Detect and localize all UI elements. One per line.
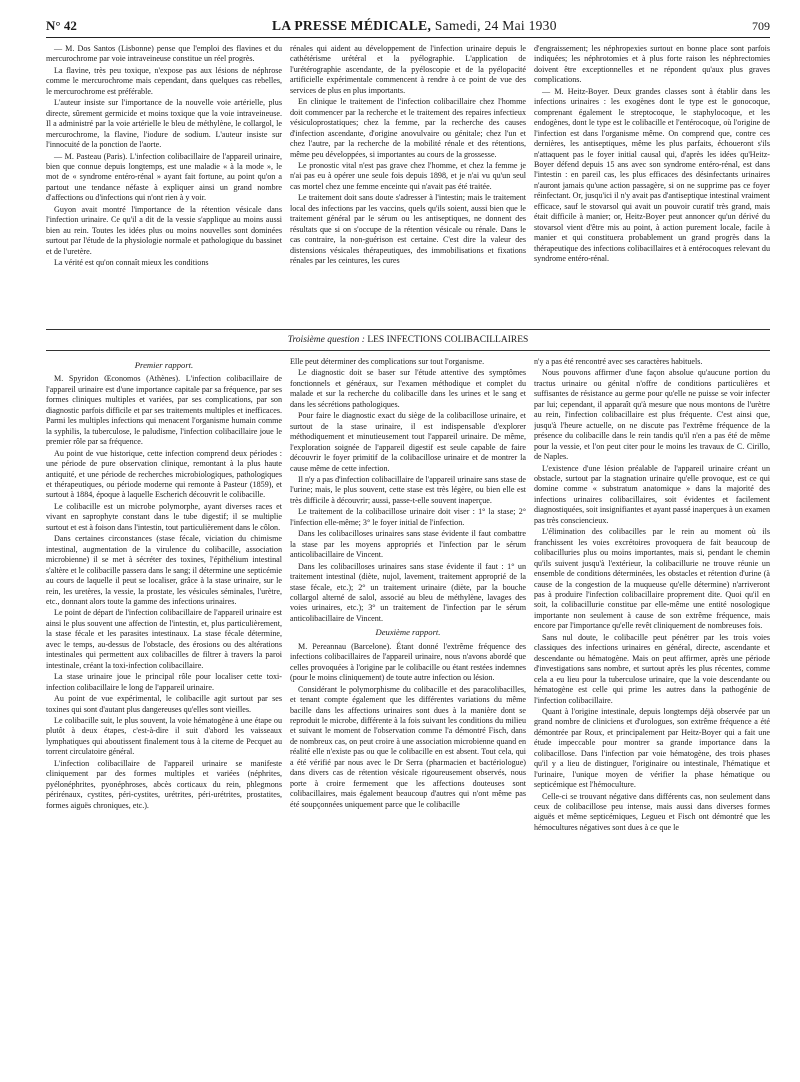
journal-title-line — [272, 18, 557, 34]
paragraph: rénales qui aident au développement de l'infection urinaire depuis le cathétérisme urétéral et la pyélographie. L'application de l'urétérographie ascendante, de la pyéloscopie et de la pyélopacité artificielle expérimentale commencent à rendre à ce point de vue des services de plus en plus importants. — [290, 44, 526, 95]
paragraph: Considérant le polymorphisme du colibacille et des paracolibacilles, et tenant compte également que les différentes variations du même bacille dans les affections urinaires sont dues à la manière dont se reproduit le microbe, différente à la fois suivant les conditions du milieu et suivant le moment de l'observation comme l'a démontré Fisch, dans de nombreux cas, on peut croire à une association microbienne quand en réalité elle n'existe pas ou que le colibacille en est absent. Tout cela, qui a été vérifié par nous avec le Dr Serra (pharmacien et bactériologue) dans divers cas de rétention vésicale rigoureusement observés, nous porte à croire fermement que les affections douteuses sont colibacillaires, mais également beaucoup d'autres qui n'ont même pas été soupçonnées uniquement parce que le colibacille — [290, 684, 526, 809]
paragraph: Le traitement de la colibacillose urinaire doit viser : 1° la stase; 2° l'infection elle-même; 3° le foyer initial de l'infection. — [290, 507, 526, 527]
paragraph: — M. Dos Santos (Lisbonne) pense que l'emploi des flavines et du mercurochrome par voie intraveineuse constitue un réel progrès. — [46, 44, 282, 64]
page-number: 709 — [751, 19, 770, 33]
paragraph: L'élimination des colibacilles par le rein au moment où ils franchissent les voies excrétoires provoquera de fait beaucoup de colibacilluries plus ou moins importantes, mais si, pendant le chemin qu'ils suivent jusqu'à l'extérieur, la colibacillurie ne trouve réunie un ensemble de conditions déterminées, les obstacles et rétention d'urine (à cause de la congestion de la muqueuse qu'elle détermine) n'arriveront pas à produire l'infection colibacillaire proprement dite. Quoi qu'il en soit, la colibacillurie constitue par elle-même une entité nosologique importante non seulement à cause de son extrême fréquence, mais encore par l'importance qu'elle revêt cliniquement de nombreuses fois. — [534, 527, 770, 631]
paragraph: Le traitement doit sans doute s'adresser à l'intestin; mais le traitement local des infections par les vaccins, quels qu'ils soient, aussi bien que le traitement général par le sérum ou les antiseptiques, ne donnent des résultats que si on s'occupe de la rétention vésicale ou rénale. Dans le cas contraire, la non-guérison est certaine. C'est dire la valeur des distensions vésicales thérapeutiques, des immobilisations et fixations rénales par les ceintures, les cures — [290, 193, 526, 266]
section-heading — [46, 329, 770, 351]
paragraph: L'infection colibacillaire de l'appareil urinaire se manifeste cliniquement par des formes multiples et variées (néphrites, pyélonéphrites, pyonéphroses, abcès corticaux du rein, phlegmons périrénaux, cystites, péri-cystites, urétrites, péri-urétrites, prostatites, formes aiguës chroniques, etc.). — [46, 758, 282, 810]
top-columns — [46, 44, 770, 327]
paragraph: Il n'y a pas d'infection colibacillaire de l'appareil urinaire sans stase de l'urine; mais, le plus souvent, cette stase est très légère, ou bien elle est très difficile à découvrir; aussi, passe-t-elle souvent inaperçue. — [290, 474, 526, 505]
paragraph: — M. Pasteau (Paris). L'infection colibacillaire de l'appareil urinaire, bien que connue depuis longtemps, est une maladie « à la mode », le mot de « syndrome entéro-rénal » ayant fait fortune, au point qu'on a partout une tendance néfaste à expliquer ainsi un grand nombre d'affections ou d'infections qui n'ont rien à y voir. — [46, 151, 282, 203]
paragraph: Elle peut déterminer des complications sur tout l'organisme. — [290, 357, 485, 366]
paragraph: Nous pouvons affirmer d'une façon absolue qu'aucune portion du tractus urinaire ou génital n'offre de conditions particulières et suffisantes de résistance au germe pour qu'elle ne puisse se voir infecter par lui; cependant, il apparaît qu'à mesure que nous montons de l'urètre au rein, l'infection colibacillaire est plus fréquente. C'est ainsi que, jusqu'à l'heure actuelle, on ne discute pas l'extrême fréquence de la présence du colibacille dans le rein tandis qu'il n'en a pas été de même pour la vessie, et l'on peut citer pour le moins les travaux de C. Cirillo, de Naples. — [534, 368, 770, 462]
report-heading: Deuxième rapport. — [375, 627, 441, 638]
paragraph: Au point de vue historique, cette infection comprend deux périodes : une période de pure observation clinique, remontant à la plus haute antiquité, et une période de recherches microbiologiques, pathologiques et thérapeutiques, ou période moderne qui remonte à Pasteur (1859), et surtout à 1884, époque à laquelle Escherich découvrit le colibacille. — [46, 448, 282, 500]
paragraph: d'engraissement; les néphropexies surtout en bonne place sont parfois indiquées; les néphrotomies et à plus forte raison les néphrectomies doivent être exceptionnelles et ne répondent qu'aux plus graves complications. — [534, 44, 770, 85]
paragraph: Dans les colibacilloses urinaires sans stase évidente il faut combattre la stase par les moyens appropriés et l'infection par le sérum anticolibacillaire de Vincent. — [290, 529, 526, 560]
section-label: Troisième question : — [287, 335, 365, 345]
paragraph: Le diagnostic doit se baser sur l'étude attentive des symptômes fonctionnels et généraux, sur l'examen méthodique et complet du malade et sur la recherche du colibacille dans les urines et le sang et dans les sécrétions pathologiques. — [290, 368, 526, 409]
paragraph: Dans certaines circonstances (stase fécale, viciation du chimisme intestinal, augmentation de la virulence du colibacille, association microbienne) il se met à sécréter des toxines, l'épithélium intestinal s'altère et le colibacille passera dans le sang; il détermine une septicémie au cours de laquelle il peut se localiser, grâce à la stase urinaire, sur le rein, les uretères, la vessie, la prostate, les vésicules séminales, l'urètre, etc., donnant alors toute la gamme des infections urinaires. — [46, 534, 282, 606]
section-title: LES INFECTIONS COLIBACILLAIRES — [367, 335, 529, 345]
paragraph: M. Pereannau (Barcelone). Étant donné l'extrême fréquence des infections colibacillaires de l'appareil urinaire, nous n'avons abordé que celles provoquées à l'origine par le colibacille ou étant restées indemnes (pour le moins cliniquement) de toute autre infection ou lésion. — [290, 641, 526, 683]
paragraph: Le pronostic vital n'est pas grave chez l'homme, et chez la femme je n'ai pas eu à opérer une seule fois depuis 1898, et je n'ai vu qu'un seul cas mortel chez une femme enceinte qui n'avait pas été traitée. — [290, 160, 526, 191]
paragraph: Le colibacille suit, le plus souvent, la voie hématogène à une étape ou plutôt à deux étapes, c'est-à-dire il suit d'abord les vaisseaux lymphatiques qui aboutissent finalement tous à la citerne de Pecquet au torrent circulatoire général. — [46, 715, 282, 757]
bottom-column-1 — [46, 357, 282, 1062]
paragraph: En clinique le traitement de l'infection colibacillaire chez l'homme doit commencer par la recherche et le traitement des repaires infectieux vésiculoprostatiques; chez la femme, par la recherche des causes d'infection ascendante, d'origine anovulvaire ou génitale; chez l'un et chez l'autre, par la recherche de la mobilité rénale et des rétentions, même peu développées, si importantes au cours de la grossesse. — [290, 97, 526, 159]
paragraph: Quant à l'origine intestinale, depuis longtemps déjà observée par un grand nombre de cliniciens et d'urologues, son extrême fréquence a été démontrée par Roux, et principalement par Heitz-Boyer qui a fait une étude impeccable pour montrer sa grande importance dans la colibacillose. Dans l'infection par voie hématogène, des trois phases qu'il y a lieu de distinguer, l'originaire ou intestinale, l'hématique et l'urinaire, l'unique moyen de vérifier la phase hématique ou septicémique est l'hémoculture. — [534, 706, 770, 790]
top-column-3 — [534, 44, 770, 327]
paragraph: Le colibacille est un microbe polymorphe, ayant diverses races et vivant en saprophyte constant dans le tube digestif; il se multiplie surtout et est à foison dans l'intestin, tout particulièrement dans le côlon. — [46, 501, 282, 532]
bottom-columns — [46, 357, 770, 1062]
bottom-column-3 — [534, 357, 770, 1062]
paragraph: — M. Heitz-Boyer. Deux grandes classes sont à établir dans les infections urinaires : les exogènes dont le type est le gonocoque, comprenant également le streptocoque, le staphylocoque, et les endogènes, dont le type est le colibacille et l'entérocoque, où l'origine de l'infection est dans l'organisme même. On comprend que, contre ces dernières, les antiseptiques, même les plus parfaits, échoueront s'ils n'attaquent pas le foyer initial causal qui, d'après les idées qu'Heitz-Boyer défend depuis 15 ans avec son syndrome entéro-rénal, est dans l'intestin : en pareil cas, les plus efficaces des désinfectants urinaires n'auront jamais qu'une action passagère, si on ne supprime pas ce foyer réinfectant. Or, jusqu'ici il n'y avait pas d'antiseptique intestinal vraiment efficace, sauf le stovarsol qui avait un pouvoir curatif très grand, mais était difficile à manier; or, Heitz-Boyer peut annoncer qu'un dérivé du stovarsol vient d'être mis au point, à action purement locale, facile à manier et qui constituera probablement un grand progrès dans la thérapeutique des infections colibacillaires et à entérocoques relevant du syndrome entéro-rénal. — [534, 86, 770, 264]
top-column-1 — [46, 44, 282, 327]
paragraph: Celle-ci se trouvant négative dans différents cas, non seulement dans ceux de colibacillose peu intense, mais aussi dans diverses formes aiguës et même septicémiques, Legueu et Fisch ont démontré que les hémocultures négatives sont dues à ce que le — [534, 791, 770, 832]
issue-number: N° 42 — [46, 18, 77, 33]
paragraph: Guyon avait montré l'importance de la rétention vésicale dans l'infection urinaire. Ce qu'il a dit de la vessie s'applique au moins aussi bien au rein. Toutes les idées plus ou moins nouvelles sont dominées surtout par l'étude de la physiologie normale et pathologique du bassinet et de l'uretère. — [46, 204, 282, 256]
paragraph: La flavine, très peu toxique, n'expose pas aux lésions de néphrose comme le mercurochrome mais cependant, dans quelques cas rebelles, le mercurochrome est préférable. — [46, 65, 282, 96]
paragraph: M. Spyridon Œconomos (Athènes). L'infection colibacillaire de l'appareil urinaire est d'une importance capitale par sa fréquence, par ses formes cliniques multiples et variées, par ses complications, par son diagnostic parfois difficile et par ses traitements multiples et inefficaces. Parmi les multiples infections qui menacent l'organisme humain comme la syphilis, la tuberculose, le paludisme, l'infection colibacillaire joue le premier rôle par sa fréquence. — [46, 374, 282, 447]
top-column-2 — [290, 44, 526, 327]
paragraph: La vérité est qu'on connaît mieux les conditions — [54, 258, 209, 268]
paragraph: L'existence d'une lésion préalable de l'appareil urinaire créant un obstacle, surtout par la stagnation urinaire qu'elle provoque, est ce qui domine comme « substratum anatomique » dans la majorité des infections urinaires colibacillaires, soit évidentes et facilement diagnostiquées, soit insignifiantes et ayant passé inaperçues à un examen pas très consciencieux. — [534, 463, 770, 525]
journal-page — [46, 18, 770, 1068]
masthead — [46, 18, 770, 38]
paragraph: Au point de vue expérimental, le colibacille agit surtout par ses toxines qui sont d'autant plus dangereuses qu'elles sont vieilles. — [46, 694, 282, 714]
journal-title: LA PRESSE MÉDICALE, — [272, 18, 432, 33]
report-heading: Premier rapport. — [134, 360, 194, 370]
bottom-column-2 — [290, 357, 526, 1062]
paragraph: Dans les colibacilloses urinaires sans stase évidente il faut : 1° un traitement intestinal (diète, nujol, lavement, traitement approprié de la stase fécale, etc.); 2° un traitement urinaire (diète, par la bouche collargol alterné de salol, associé au bleu de méthylène, lavages des voies urinaires, etc.); 3° un traitement de l'infection par le sérum anticolibacillaire de Vincent. — [290, 561, 526, 623]
paragraph: L'auteur insiste sur l'importance de la nouvelle voie artérielle, plus directe, sûrement germicide et moins toxique que la voie intraveineuse. Il a administré par la voie artérielle le bleu de méthylène, le collargol, le mercurochrome, la flavine, l'iodure de sodium. L'auteur insiste sur l'innocuité de la ponction de l'aorte. — [46, 98, 282, 150]
paragraph: Pour faire le diagnostic exact du siège de la colibacillose urinaire, et surtout de la stase urinaire, il est indispensable d'explorer méthodiquement et minutieusement tout l'appareil urinaire. De même, l'exploration soignée de l'appareil digestif est seule capable de faire découvrir le foyer primitif de la colibacillose urinaire et de montrer la cause même de cette infection. — [290, 411, 526, 473]
paragraph: n'y a pas été rencontré avec ses caractères habituels. — [534, 357, 703, 366]
paragraph: Sans nul doute, le colibacille peut pénétrer par les trois voies classiques des infections urinaires en général, directe, ascendante et descendante ou hématogène. Mais on peut affirmer, après une période d'investigations sans nombre, et surtout après les plus récentes, comme cela a eu lieu pour la tuberculose urinaire, que la voie descendante ou hématogène est celle qui prime les autres dans la pathogénie de l'infection colibacillaire. — [534, 632, 770, 705]
issue-date: Samedi, 24 Mai 1930 — [434, 18, 557, 33]
paragraph: La stase urinaire joue le principal rôle pour localiser cette toxi-infection colibacillaire le long de l'appareil urinaire. — [46, 672, 282, 692]
paragraph: Le point de départ de l'infection colibacillaire de l'appareil urinaire est ainsi le plus souvent une affection de l'intestin, et, plus particulièrement, la stase fécale et les parasites intestinaux. La stase fécale détermine, avec le temps, au-dessus de l'obstacle, des érosions ou des altérations intestinales qui permettent aux colibacilles de filtrer à travers la paroi intestinale, créant la toxi-infection colibacillaire. — [46, 608, 282, 670]
